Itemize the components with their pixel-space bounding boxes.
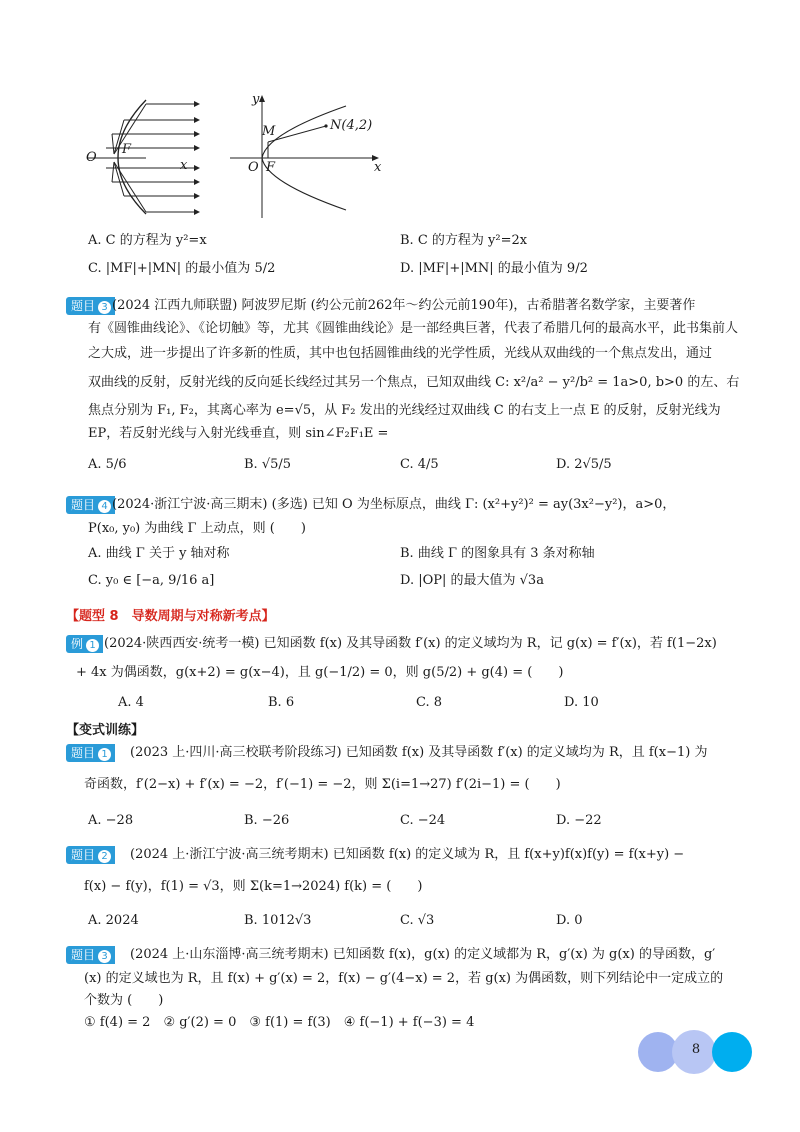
section-heading: 【题型 8 导数周期与对称新考点】: [66, 609, 275, 624]
q3-line-2: 有《圆锥曲线论》、《论切触》等，尤其《圆锥曲线论》是一部经典巨著，代表了希腊几何的最高水平，此书集前人: [88, 321, 739, 336]
v3-line-3: 个数为 ( ): [84, 993, 164, 1008]
q4-line-2: P(x₀, y₀) 为曲线 Γ 上动点，则 ( ): [88, 521, 306, 536]
tag-label: 例: [71, 637, 84, 651]
v3-line-4: ① f(4) = 2 ② g′(2) = 0 ③ f(1) = f(3) ④ f(−1) + f(−3) = 4: [84, 1015, 475, 1030]
fig-right-m-label: M: [262, 124, 276, 139]
tag-number: 1: [98, 748, 111, 761]
prev-option-a: A. C 的方程为 y²=x: [88, 233, 207, 248]
fig-left-f-label: F: [122, 142, 132, 157]
ex1-option-b: B. 6: [268, 695, 295, 710]
prev-option-c: C. |MF|+|MN| 的最小值为 5/2: [88, 261, 276, 276]
v1-option-c: C. −24: [400, 813, 446, 828]
tag-number: 3: [98, 950, 111, 963]
v2-option-c: C. √3: [400, 913, 435, 928]
question-tag-v3: [66, 946, 115, 964]
fig-left-x-label: x: [180, 158, 188, 173]
tag-label: 题目: [71, 848, 96, 862]
fig-right-y-label: y: [252, 92, 260, 107]
tag-label: 题目: [71, 498, 96, 512]
q4-line-1: (2024·浙江宁波·高三期末) (多选) 已知 O 为坐标原点，曲线 Γ: (x²+y²)² = ay(3x²−y²)，a>0，: [112, 497, 676, 512]
v2-option-b: B. 1012√3: [244, 913, 312, 928]
v1-line-2: 奇函数，f′(2−x) + f′(x) = −2，f′(−1) = −2，则 Σ(i=1→27) f′(2i−1) = ( ): [84, 777, 561, 792]
ex1-option-d: D. 10: [564, 695, 599, 710]
v2-option-a: A. 2024: [88, 913, 139, 928]
v3-line-2: (x) 的定义域也为 R，且 f(x) + g′(x) = 2，f(x) − g′(4−x) = 2，若 g(x) 为偶函数，则下列结论中一定成立的: [84, 971, 724, 986]
question-tag-q4: [66, 496, 115, 514]
example-tag-1: [66, 635, 103, 653]
tag-number: 1: [86, 639, 99, 652]
q3-option-d: D. 2√5/5: [556, 457, 612, 472]
ex1-line-2: + 4x 为偶函数，g(x+2) = g(x−4)，且 g(−1/2) = 0，则 g(5/2) + g(4) = ( ): [76, 665, 564, 680]
v2-line-1: (2024 上·浙江宁波·高三统考期末) 已知函数 f(x) 的定义域为 R，且 f(x+y)f(x)f(y) = f(x+y) −: [130, 847, 685, 862]
q4-option-b: B. 曲线 Γ 的图象具有 3 条对称轴: [400, 546, 595, 561]
v3-line-1: (2024 上·山东淄博·高三统考期末) 已知函数 f(x)，g(x) 的定义域都为 R，g′(x) 为 g(x) 的导函数，g′: [130, 947, 716, 962]
question-tag-v2: [66, 846, 115, 864]
tag-label: 题目: [71, 948, 96, 962]
fig-right-x-label: x: [374, 160, 382, 175]
ex1-line-1: (2024·陕西西安·统考一模) 已知函数 f(x) 及其导函数 f′(x) 的定义域均为 R，记 g(x) = f′(x)，若 f(1−2x): [104, 636, 717, 651]
v1-line-1: (2023 上·四川·高三校联考阶段练习) 已知函数 f(x) 及其导函数 f′(x) 的定义域均为 R，且 f(x−1) 为: [130, 745, 708, 760]
ex1-option-a: A. 4: [118, 695, 144, 710]
tag-label: 题目: [71, 299, 96, 313]
tag-label: 题目: [71, 746, 96, 760]
fig-left-o-label: O: [86, 150, 97, 165]
q3-line-3: 之大成，进一步提出了许多新的性质，其中也包括圆锥曲线的光学性质，光线从双曲线的一个焦点发出，通过: [88, 346, 713, 361]
variant-heading: 【变式训练】: [66, 723, 145, 738]
page-decoration-circle-right: [712, 1032, 752, 1072]
q3-line-5: 焦点分别为 F₁, F₂，其离心率为 e=√5，从 F₂ 发出的光线经过双曲线 C 的右支上一点 E 的反射，反射光线为: [88, 403, 721, 418]
v2-line-2: f(x) − f(y)，f(1) = √3，则 Σ(k=1→2024) f(k) = ( ): [84, 879, 423, 894]
fig-right-f-label: F: [266, 160, 276, 175]
q4-option-c: C. y₀ ∈ [−a, 9/16 a]: [88, 573, 215, 588]
q4-option-d: D. |OP| 的最大值为 √3a: [400, 573, 544, 588]
v1-option-d: D. −22: [556, 813, 602, 828]
page-number: 8: [691, 1042, 701, 1057]
prev-option-d: D. |MF|+|MN| 的最小值为 9/2: [400, 261, 588, 276]
tag-number: 4: [98, 500, 111, 513]
q3-line-1: (2024 江西九师联盟) 阿波罗尼斯 (约公元前262年～约公元前190年)，古希腊著名数学家，主要著作: [112, 298, 696, 313]
v1-option-b: B. −26: [244, 813, 290, 828]
q3-option-c: C. 4/5: [400, 457, 439, 472]
ex1-option-c: C. 8: [416, 695, 443, 710]
fig-right-n-label: N(4,2): [330, 118, 373, 133]
q3-line-6: EP，若反射光线与入射光线垂直，则 sin∠F₂F₁E =: [88, 426, 389, 441]
v1-option-a: A. −28: [88, 813, 134, 828]
question-tag-v1: [66, 744, 115, 762]
q3-option-b: B. √5/5: [244, 457, 292, 472]
parabola-coordinate-figure: [226, 94, 386, 222]
q3-option-a: A. 5/6: [88, 457, 127, 472]
question-tag-q3: [66, 297, 115, 315]
tag-number: 2: [98, 850, 111, 863]
tag-number: 3: [98, 301, 111, 314]
q4-option-a: A. 曲线 Γ 关于 y 轴对称: [88, 546, 230, 561]
fig-right-o-label: O: [248, 160, 259, 175]
v2-option-d: D. 0: [556, 913, 583, 928]
q3-line-4: 双曲线的反射，反射光线的反向延长线经过其另一个焦点，已知双曲线 C: x²/a² − y²/b² = 1a>0, b>0 的左、右: [88, 375, 740, 390]
prev-option-b: B. C 的方程为 y²=2x: [400, 233, 528, 248]
